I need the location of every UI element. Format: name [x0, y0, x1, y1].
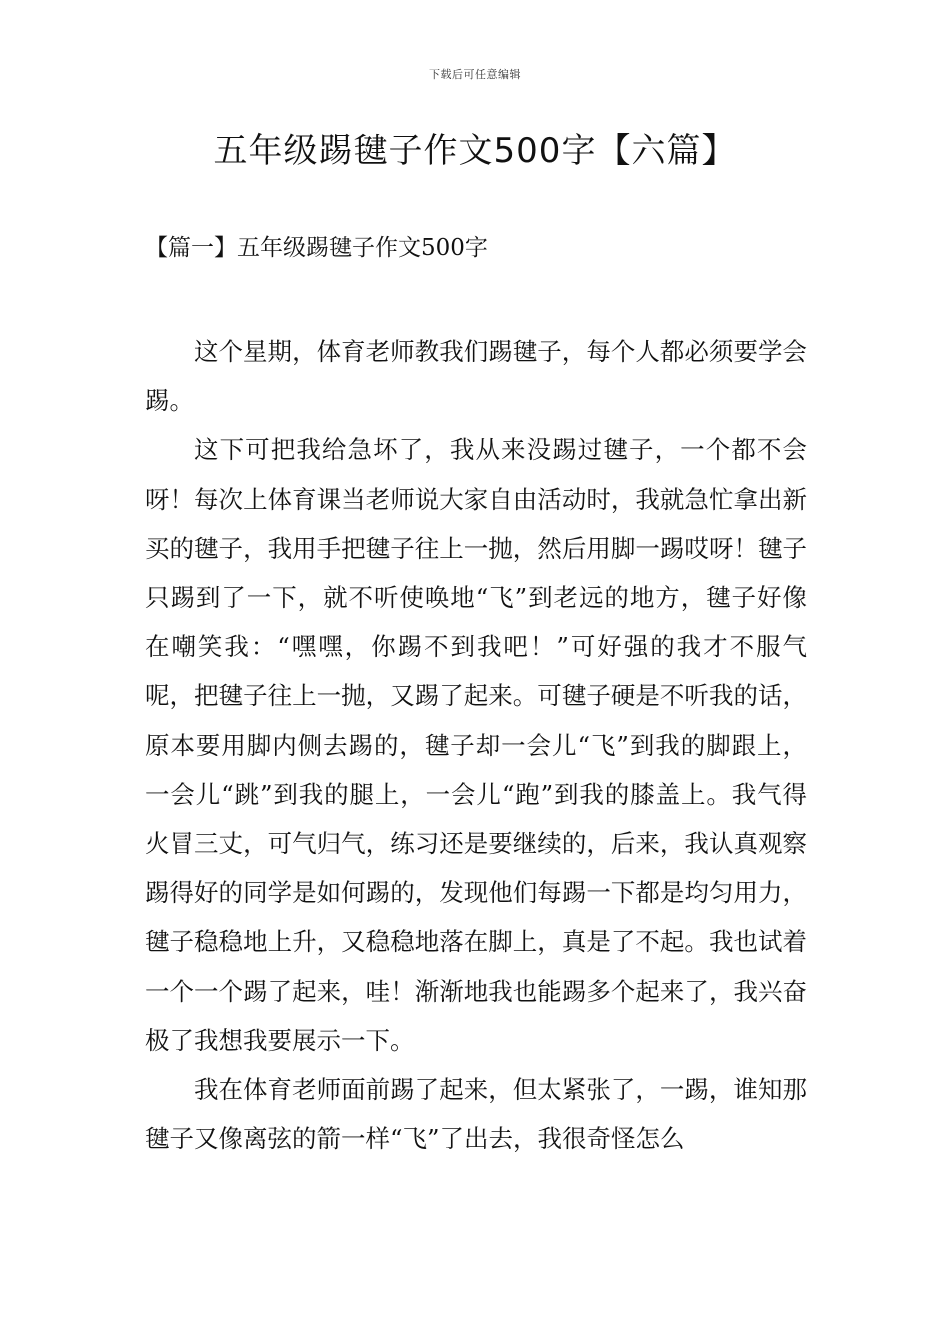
article-body: [145, 327, 807, 1163]
header-note: 下载后可任意编辑: [429, 68, 521, 81]
section-heading: 【篇一】五年级踢毽子作文500字: [145, 235, 488, 261]
paragraph: 这个星期，体育老师教我们踢毽子，每个人都必须要学会踢。: [145, 337, 807, 416]
document-title: 五年级踢毽子作文500字【六篇】: [213, 131, 737, 171]
paragraph: 我在体育老师面前踢了起来，但太紧张了，一踢，谁知那毽子又像离弦的箭一样“飞”了出去，我很奇怪怎么: [145, 1075, 807, 1154]
paragraph: 这下可把我给急坏了，我从来没踢过毽子，一个都不会呀！每次上体育课当老师说大家自由活动时，我就急忙拿出新买的毽子，我用手把毽子往上一抛，然后用脚一踢哎呀！毽子只踢到了一下，就不听使唤地“飞”到老远的地方，毽子好像在嘲笑我：“嘿嘿，你踢不到我吧！”可好强的我才不服气呢，把毽子往上一抛，又踢了起来。可毽子硬是不听我的话，原本要用脚内侧去踢的，毽子却一会儿“飞”到我的脚跟上，一会儿“跳”到我的腿上，一会儿“跑”到我的膝盖上。我气得火冒三丈，可气归气，练习还是要继续的，后来，我认真观察踢得好的同学是如何踢的，发现他们每踢一下都是均匀用力，毽子稳稳地上升，又稳稳地落在脚上，真是了不起。我也试着一个一个踢了起来，哇！渐渐地我也能踢多个起来了，我兴奋极了我想我要展示一下。: [145, 435, 807, 1055]
